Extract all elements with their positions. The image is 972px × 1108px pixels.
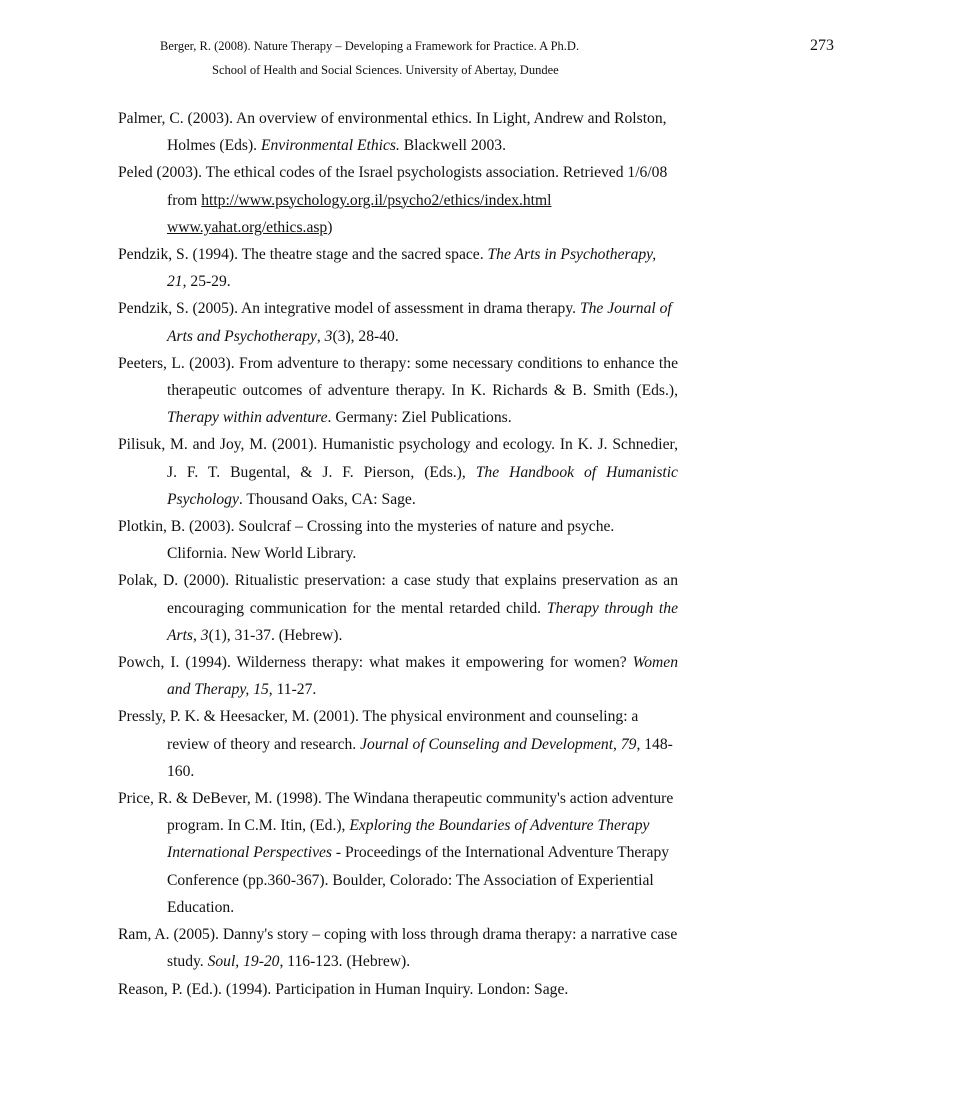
reference-title: Therapy through the Arts bbox=[167, 599, 678, 644]
running-header bbox=[0, 34, 834, 82]
reference-entry bbox=[118, 976, 678, 1003]
reference-entry bbox=[118, 431, 678, 513]
page-number: 273 bbox=[810, 37, 834, 54]
reference-text: . Germany: Ziel Publications. bbox=[327, 409, 512, 427]
reference-text: , 148-160. bbox=[167, 735, 673, 780]
reference-text: Peled (2003). The ethical codes of the Israel psychologists association. Retrieved 1/6/08 from bbox=[118, 164, 668, 209]
reference-volume: 3 bbox=[200, 626, 209, 644]
reference-title: The Journal of Arts and Psychotherapy bbox=[167, 300, 672, 345]
reference-link[interactable]: http://www.psychology.org.il/psycho2/ethics/index.html bbox=[201, 191, 552, 209]
reference-link[interactable]: www.yahat.org/ethics.asp bbox=[167, 218, 328, 236]
reference-text: Ram, A. (2005). Danny's story – coping with loss through drama therapy: a narrative case study. bbox=[118, 926, 678, 971]
reference-text: Pendzik, S. (1994). The theatre stage and the sacred space. bbox=[118, 246, 488, 264]
reference-text: Pressly, P. K. & Heesacker, M. (2001). The physical environment and counseling: a review of theory and research. bbox=[118, 708, 639, 753]
reference-text: Polak, D. (2000). Ritualistic preservation: a case study that explains preservation as an encouraging communication for the mental retarded child. bbox=[118, 572, 678, 617]
reference-entry bbox=[118, 567, 678, 649]
reference-text: Blackwell 2003. bbox=[399, 137, 506, 155]
reference-entry bbox=[118, 649, 678, 703]
reference-text: Pilisuk, M. and Joy, M. (2001). Humanistic psychology and ecology. In K. J. Schnedier, J. F. T. Bugental, & J. F. Pierson, (Eds.), bbox=[118, 436, 678, 481]
reference-text: Peeters, L. (2003). From adventure to therapy: some necessary conditions to enhance the therapeutic outcomes of adventure therapy. In K. Richards & B. Smith (Eds.), bbox=[118, 354, 678, 400]
reference-text: , 116-123. (Hebrew). bbox=[279, 953, 411, 971]
reference-entry bbox=[118, 241, 678, 295]
reference-title: Environmental Ethics. bbox=[260, 137, 400, 155]
reference-text: Plotkin, B. (2003). Soulcraf – Crossing into the mysteries of nature and psyche. Clifornia. New World Library. bbox=[118, 518, 615, 563]
reference-entry bbox=[118, 295, 678, 349]
reference-entry bbox=[118, 921, 678, 975]
reference-text: Pendzik, S. (2005). An integrative model of assessment in drama therapy. bbox=[118, 300, 580, 318]
reference-title: Journal of Counseling and Development, 79 bbox=[360, 735, 637, 753]
reference-text: - Proceedings of the International Adventure Therapy Conference (pp.360-367). Boulder, Colorado: The Association of Experiential Education. bbox=[167, 844, 670, 916]
header-institution-text: School of Health and Social Sciences. University of Abertay, Dundee bbox=[212, 63, 559, 77]
header-citation-text: Berger, R. (2008). Nature Therapy – Developing a Framework for Practice. A Ph.D. bbox=[160, 39, 580, 53]
reference-entry bbox=[118, 159, 678, 241]
reference-entry bbox=[118, 785, 678, 921]
reference-entry bbox=[118, 513, 678, 567]
reference-volume: 3 bbox=[324, 327, 333, 345]
reference-text: , 25-29. bbox=[182, 273, 231, 291]
reference-text: Powch, I. (1994). Wilderness therapy: what makes it empowering for women? bbox=[118, 654, 633, 672]
reference-title: Therapy within adventure bbox=[167, 409, 328, 427]
reference-list bbox=[118, 105, 678, 1003]
reference-text: Reason, P. (Ed.). (1994). Participation in Human Inquiry. London: Sage. bbox=[118, 980, 569, 998]
reference-entry bbox=[118, 350, 678, 432]
header-citation-line bbox=[0, 34, 920, 58]
reference-text: Price, R. & DeBever, M. (1998). The Windana therapeutic community's action adventure program. In C.M. Itin, (Ed.), bbox=[118, 790, 674, 835]
reference-text: , bbox=[316, 327, 325, 345]
reference-title: The Handbook of Humanistic Psychology bbox=[167, 463, 678, 508]
reference-title: The Arts in Psychotherapy, 21 bbox=[167, 246, 657, 291]
reference-text: , 11-27. bbox=[268, 681, 317, 699]
reference-title: Exploring the Boundaries of Adventure Therapy International Perspectives bbox=[167, 817, 650, 862]
reference-text: ) bbox=[327, 218, 333, 236]
reference-text: (3), 28-40. bbox=[332, 327, 399, 345]
reference-text: Palmer, C. (2003). An overview of environmental ethics. In Light, Andrew and Rolston, Holmes (Eds). bbox=[118, 110, 667, 155]
reference-text: , bbox=[193, 626, 201, 644]
reference-entry bbox=[118, 105, 678, 159]
reference-text: (1), 31-37. (Hebrew). bbox=[208, 626, 343, 644]
reference-title: Women and Therapy, 15 bbox=[167, 654, 678, 699]
reference-entry bbox=[118, 703, 678, 785]
header-institution-line bbox=[0, 58, 972, 82]
reference-text: . Thousand Oaks, CA: Sage. bbox=[238, 490, 416, 508]
reference-title: Soul, 19-20 bbox=[207, 953, 280, 971]
